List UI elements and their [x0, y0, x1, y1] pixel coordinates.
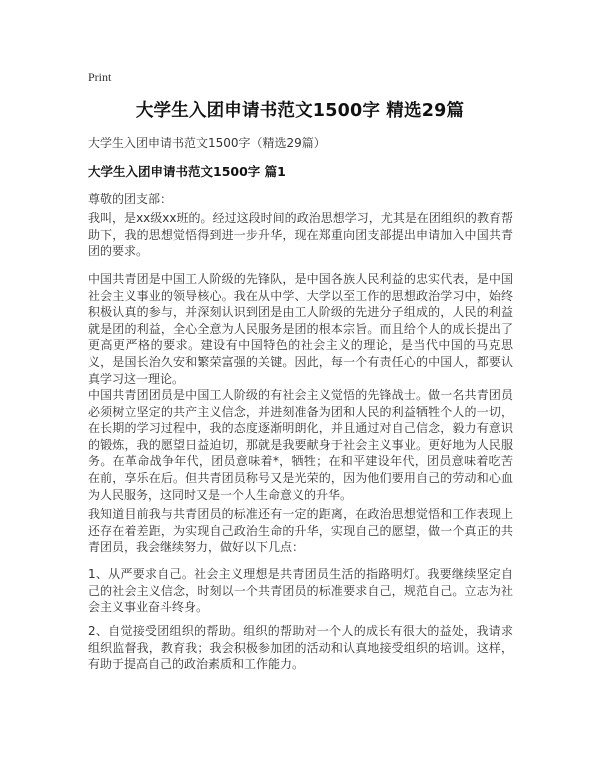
page-title: 大学生入团申请书范文1500字 精选29篇 [135, 101, 465, 121]
salutation: 尊敬的团支部： [88, 192, 173, 206]
paragraph-point-1: 1、从严要求自己。社会主义理想是共青团员生活的指路明灯。我要继续坚定自己的社会主义信念，时刻以一个共青团员的标准要求自己，规范自己。立志为社会主义事业奋斗终身。 [88, 567, 513, 615]
paragraph-point-2: 2、自觉接受团组织的帮助。组织的帮助对一个人的成长有很大的益处，我请求组织监督我，教育我；我会积极参加团的活动和认真地接受组织的培训。这样，有助于提高自己的政治素质和工作能力。 [88, 624, 513, 672]
print-label: Print [88, 70, 112, 84]
paragraph-member-duty: 中国共青团团员是中国工人阶级的有社会主义觉悟的先锋战士。做一名共青团员必须树立坚定的共产主义信念，并进刻准备为团和人民的利益牺牲个人的一切，在长期的学习过程中，我的态度逐渐明朗化，并且通过对自己信念，毅力有意识的锻炼，我的愿望日益迫切，那就是我要献身于社会主义事业。更好地为人民服务。在革命战争年代，团员意味着*，牺牲；在和平建设年代，团员意味着吃苦在前，享乐在后。但共青团员称号又是光荣的，因为他们要用自己的劳动和心血为人民服务，这同时又是一个人生命意义的升华。 [88, 388, 513, 502]
paragraph-gap: 我知道目前我与共青团员的标准还有一定的距离，在政治思想觉悟和工作表现上还存在着差距，为实现自己政治生命的升华，实现自己的愿望，做一个真正的共青团员，我会继续努力，做好以下几点： [88, 507, 513, 555]
section-heading: 大学生入团申请书范文1500字 篇1 [88, 164, 286, 179]
paragraph-party-nature: 中国共青团是中国工人阶级的先锋队，是中国各族人民利益的忠实代表，是中国社会主义事业的领导核心。我在从中学、大学以至工作的思想政治学习中，始终积极认真的参与，并深刻认识到团是由工人阶级的先进分子组成的，人民的利益就是团的利益，全心全意为人民服务是团的根本宗旨。而且给个人的成长提出了更高更严格的要求。建设有中国特色的社会主义的理论，是当代中国的马克思义，是国长治久安和繁荣富强的关键。因此，每一个有责任心的中国人，都要认真学习这一理论。 [88, 272, 513, 386]
paragraph-intro: 我叫，是xx级xx班的。经过这段时间的政治思想学习，尤其是在团组织的教育帮助下，我的思想觉悟得到进一步升华，现在郑重向团支部提出申请加入中国共青团的要求。 [88, 211, 513, 259]
subtitle: 大学生入团申请书范文1500字（精选29篇） [88, 136, 326, 150]
